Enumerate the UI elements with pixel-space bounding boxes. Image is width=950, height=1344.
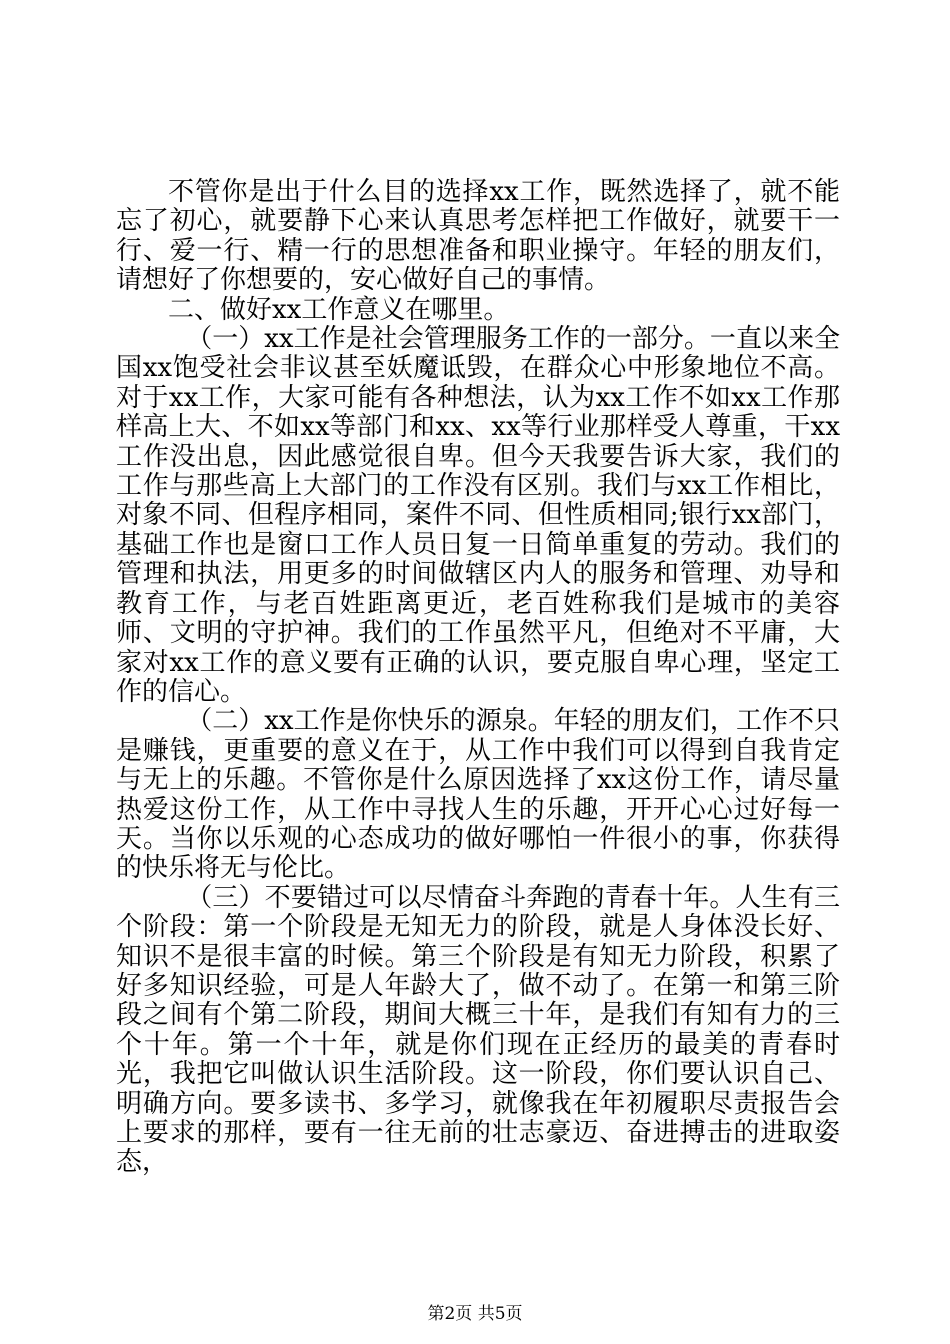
document-body [116,178,840,1178]
paragraph-section-2: （二）xx工作是你快乐的源泉。年轻的朋友们，工作不只是赚钱，更重要的意义在于，从工作中我们可以得到自我肯定与无上的乐趣。不管你是什么原因选择了xx这份工作，请尽量热爱这份工作，从工作中寻找人生的乐趣，开开心心过好每一天。当你以乐观的心态成功的做好哪怕一件很小的事，你获得的快乐将无与伦比。 [116,706,840,884]
paragraph-section-1: （一）xx工作是社会管理服务工作的一部分。一直以来全国xx饱受社会非议甚至妖魔诋毁，在群众心中形象地位不高。对于xx工作，大家可能有各种想法，认为xx工作不如xx工作那样高上大、不如xx等部门和xx、xx等行业那样受人尊重，干xx工作没出息，因此感觉很自卑。但今天我要告诉大家，我们的工作与那些高上大部门的工作没有区别。我们与xx工作相比，对象不同、但程序相同，案件不同、但性质相同;银行xx部门，基础工作也是窗口工作人员日复一日简单重复的劳动。我们的管理和执法，用更多的时间做辖区内人的服务和管理、劝导和教育工作，与老百姓距离更近，老百姓称我们是城市的美容师、文明的守护神。我们的工作虽然平凡，但绝对不平庸，大家对xx工作的意义要有正确的认识，要克服自卑心理，坚定工作的信心。 [116,324,840,707]
section-heading: 二、做好xx工作意义在哪里。 [168,294,510,325]
paragraph-section-3: （三）不要错过可以尽情奋斗奔跑的青春十年。人生有三个阶段：第一个阶段是无知无力的阶段，就是人身体没长好、知识不是很丰富的时候。第三个阶段是有知无力阶段，积累了好多知识经验，可是人年龄大了，做不动了。在第一和第三阶段之间有个第二阶段，期间大概三十年，是我们有知有力的三个十年。第一个十年，就是你们现在正经历的最美的青春时光，我把它叫做认识生活阶段。这一阶段，你们要认识自己、明确方向。要多读书、多学习，就像我在年初履职尽责报告会上要求的那样，要有一往无前的壮志豪迈、奋进搏击的进取姿态， [116,882,840,1178]
page-number-footer: 第2页 共5页 [427,1304,523,1324]
paragraph-1: 不管你是出于什么目的选择xx工作，既然选择了，就不能忘了初心，就要静下心来认真思考怎样把工作做好，就要干一行、爱一行、精一行的思想准备和职业操守。年轻的朋友们，请想好了你想要的，安心做好自己的事情。 [116,177,840,296]
